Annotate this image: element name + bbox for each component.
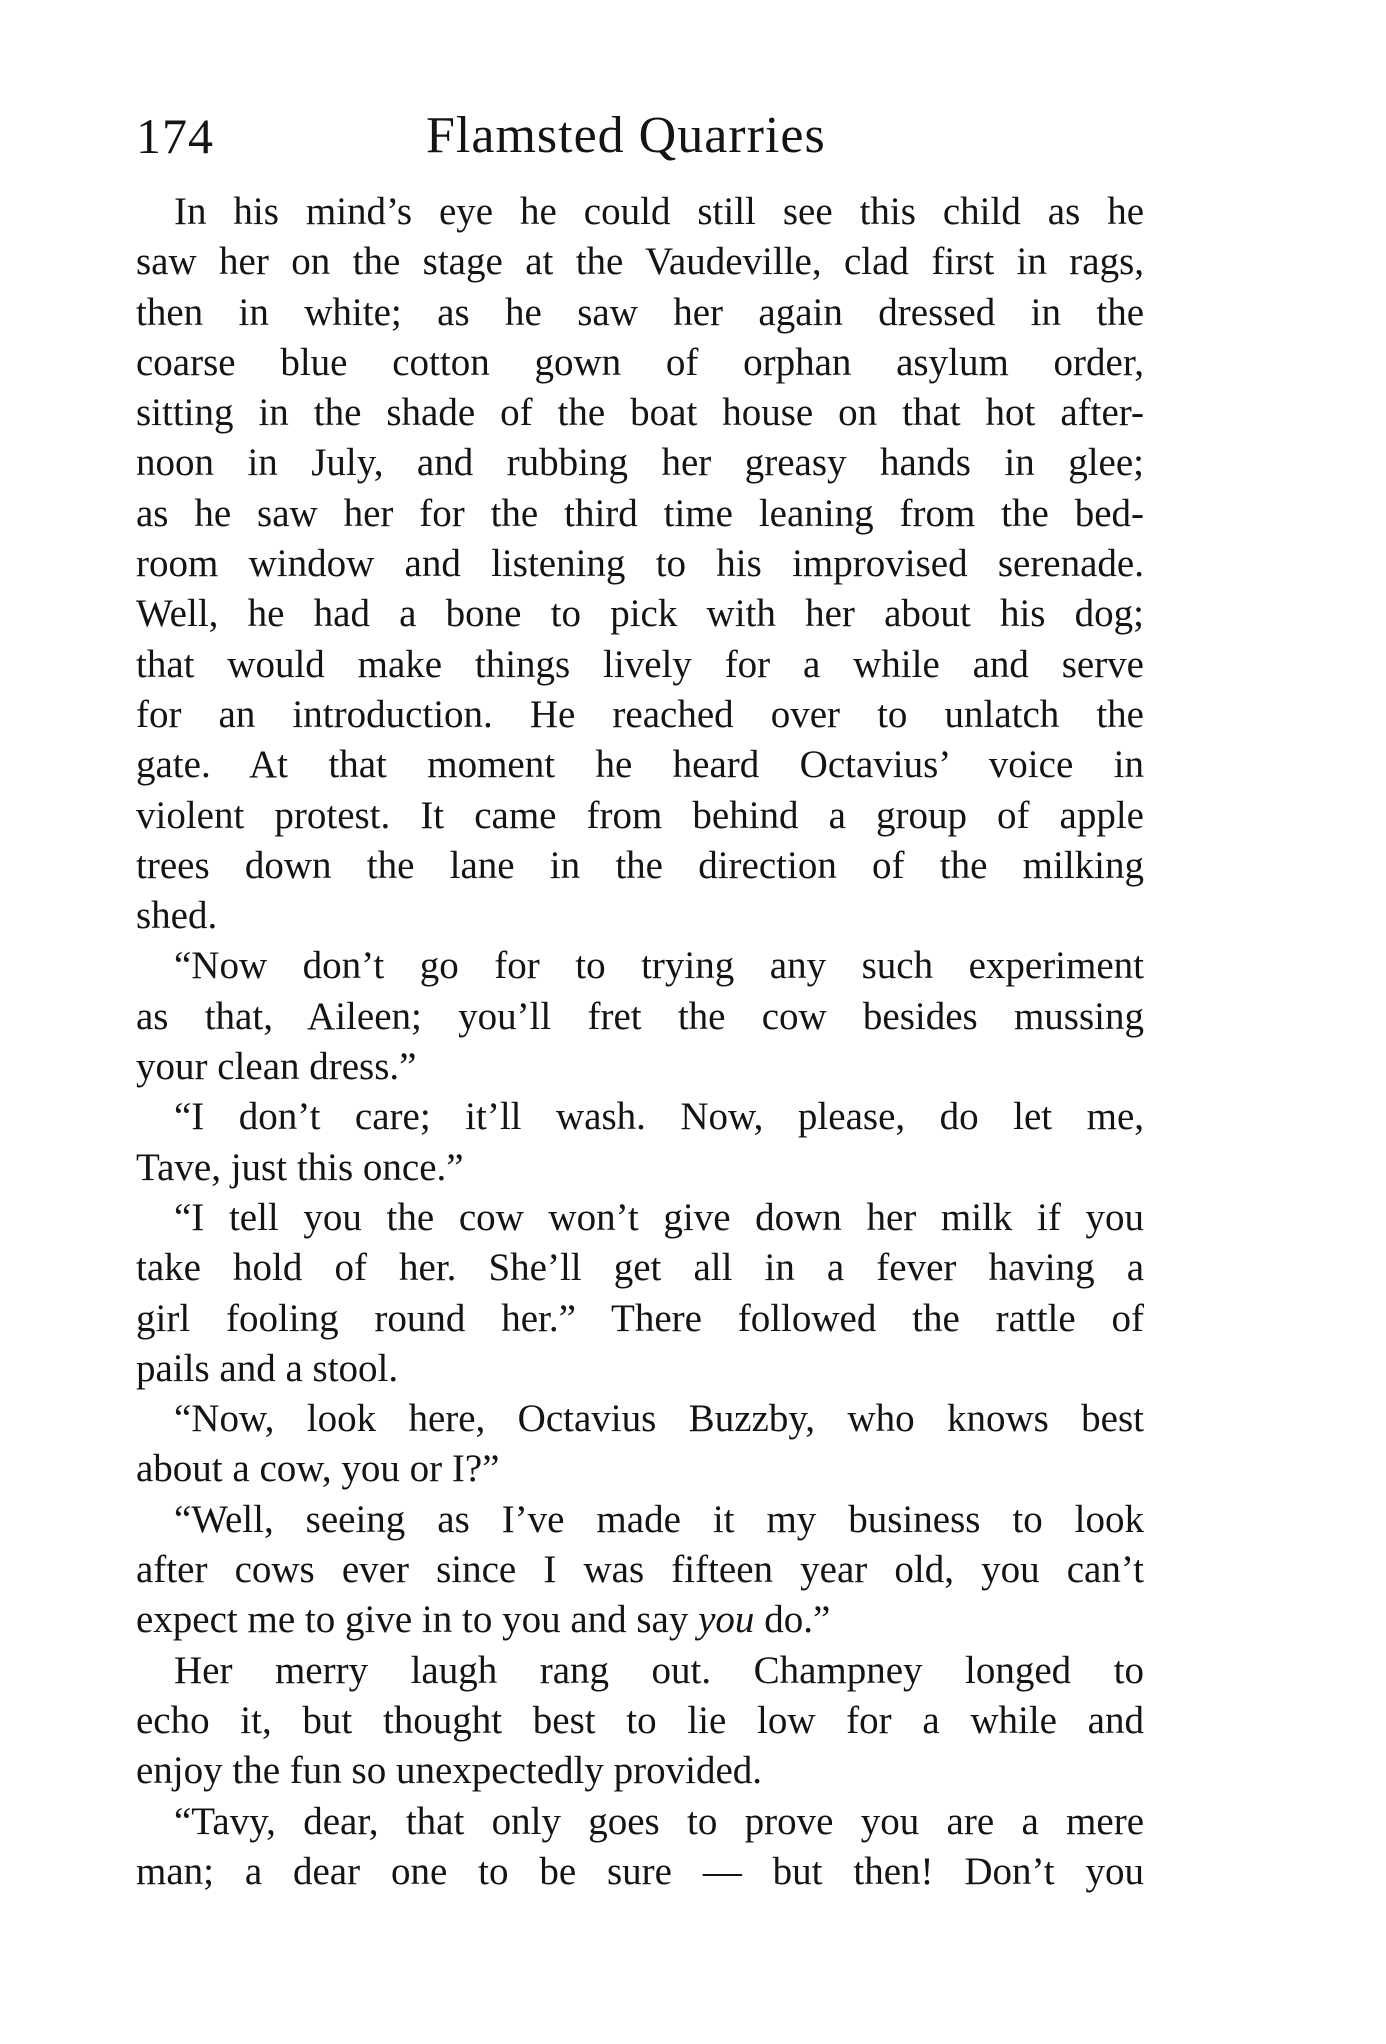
text-line: noon in July, and rubbing her greasy hands in glee; <box>136 441 1144 485</box>
text-line: as that, Aileen; you’ll fret the cow besides mussing <box>136 994 1144 1038</box>
paragraph-7 <box>136 1646 1144 1797</box>
text-line: gate. At that moment he heard Octavius’ voice in <box>136 743 1144 787</box>
text-line: sitting in the shade of the boat house on that hot after- <box>136 391 1144 435</box>
emphasis-text: you <box>698 1598 755 1642</box>
paragraph-3 <box>136 1092 1144 1193</box>
text-line: take hold of her. She’ll get all in a fever having a <box>136 1246 1144 1290</box>
text-line: trees down the lane in the direction of the milking <box>136 843 1144 887</box>
text-line: Well, he had a bone to pick with her about his dog; <box>136 592 1144 636</box>
text-line: your clean dress.” <box>136 1045 417 1089</box>
text-line: for an introduction. He reached over to unlatch the <box>136 692 1144 736</box>
text-line: as he saw her for the third time leaning from the bed- <box>136 491 1144 535</box>
text-line: girl fooling round her.” There followed the rattle of <box>136 1296 1144 1340</box>
text-line: violent protest. It came from behind a group of apple <box>136 793 1144 837</box>
text-line: “I don’t care; it’ll wash. Now, please, do let me, <box>174 1095 1144 1139</box>
text-line: that would make things lively for a while and serve <box>136 642 1144 686</box>
text-line: saw her on the stage at the Vaudeville, clad first in rags, <box>136 240 1144 284</box>
text-line: enjoy the fun so unexpectedly provided. <box>136 1749 762 1793</box>
text-run: do.” <box>754 1598 831 1642</box>
text-line: about a cow, you or I?” <box>136 1447 500 1491</box>
text-line: man; a dear one to be sure — but then! Don’t you <box>136 1849 1144 1893</box>
text-line: “Tavy, dear, that only goes to prove you are a mere <box>174 1799 1144 1843</box>
text-line: “Now, look here, Octavius Buzzby, who knows best <box>174 1397 1144 1441</box>
paragraph-1 <box>136 187 1144 941</box>
page-number: 174 <box>136 108 214 164</box>
paragraph-8 <box>136 1797 1144 1898</box>
text-line: after cows ever since I was fifteen year old, you can’t <box>136 1548 1144 1592</box>
text-line: Tave, just this once.” <box>136 1145 464 1189</box>
paragraph-4 <box>136 1193 1144 1394</box>
paragraph-6 <box>136 1495 1144 1646</box>
text-line: pails and a stool. <box>136 1346 399 1390</box>
text-line: then in white; as he saw her again dressed in the <box>136 290 1144 334</box>
text-line: echo it, but thought best to lie low for a while and <box>136 1698 1144 1742</box>
running-head <box>136 100 1144 172</box>
paragraph-5 <box>136 1394 1144 1495</box>
text-line <box>136 1595 1144 1645</box>
text-line: In his mind’s eye he could still see this child as he <box>174 190 1144 233</box>
text-line: Her merry laugh rang out. Champney longed to <box>174 1648 1144 1692</box>
body-text <box>136 187 1144 1897</box>
text-line: coarse blue cotton gown of orphan asylum order, <box>136 340 1144 384</box>
text-line: room window and listening to his improvised serenade. <box>136 542 1144 586</box>
text-line: “Now don’t go for to trying any such experiment <box>174 944 1144 988</box>
text-line: shed. <box>136 894 218 938</box>
text-line: “I tell you the cow won’t give down her milk if you <box>174 1195 1144 1239</box>
text-run: expect me to give in to you and say <box>136 1598 699 1642</box>
running-title: Flamsted Quarries <box>426 107 826 164</box>
text-line: “Well, seeing as I’ve made it my business to look <box>174 1497 1144 1541</box>
paragraph-2 <box>136 941 1144 1092</box>
